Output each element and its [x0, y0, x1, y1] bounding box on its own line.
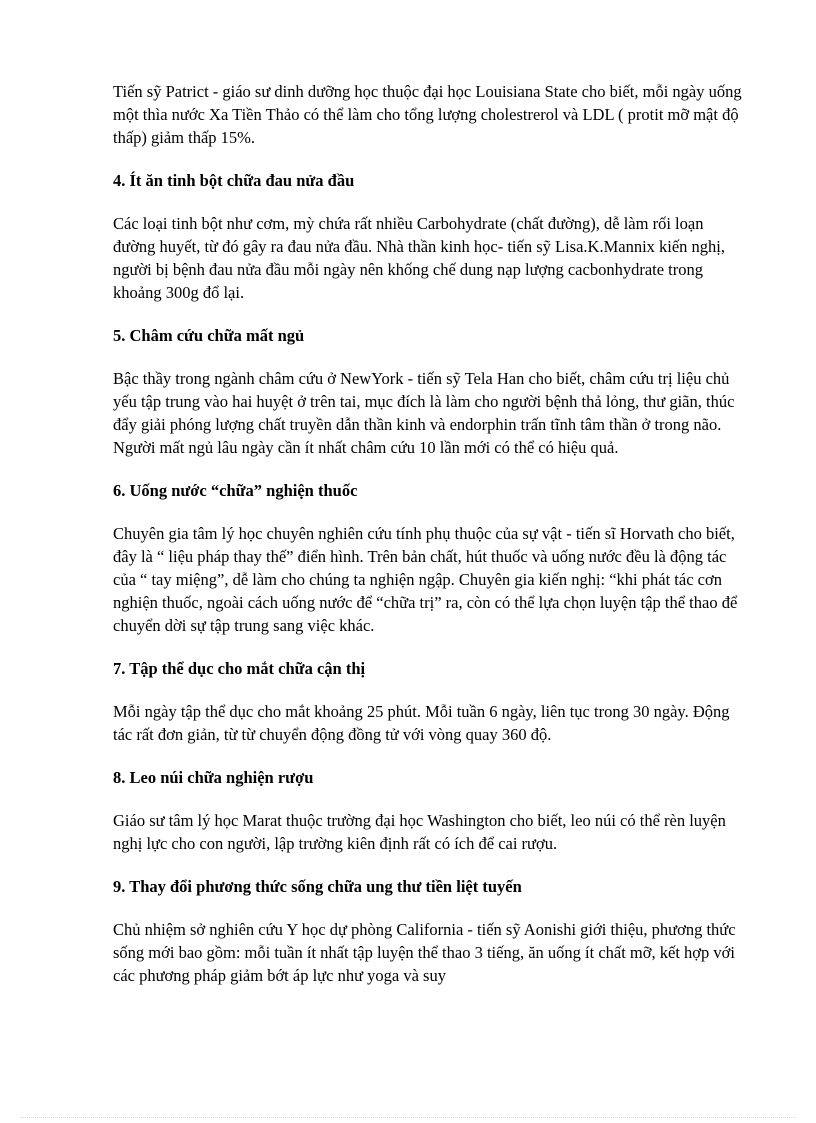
section-body: Chuyên gia tâm lý học chuyên nghiên cứu tính phụ thuộc của sự vật - tiến sĩ Horvath cho biết, đây là “ liệu pháp thay thế” điển hình. Trên bản chất, hút thuốc và uống nước đều là động tác của “ tay miệng”, dễ làm cho chúng ta nghiện ngập. Chuyên gia kiến nghị: “khi phát tác cơn nghiện thuốc, ngoài cách uống nước để “chữa trị” ra, còn có thể lựa chọn luyện tập thể thao để chuyển dời sự tập trung sang việc khác. [113, 524, 738, 635]
section-heading: 7. Tập thể dục cho mắt chữa cận thị [113, 659, 366, 678]
section-body: Bậc thầy trong ngành châm cứu ở NewYork - tiến sỹ Tela Han cho biết, châm cứu trị liệu chủ yếu tập trung vào hai huyệt ở trên tai, mục đích là làm cho người bệnh thả lỏng, thư giãn, thúc đẩy giải phóng lượng chất truyền dẫn thần kinh và endorphin trấn tĩnh tâm thần ở trong não. Người mất ngủ lâu ngày cần ít nhất châm cứu 10 lần mới có thể có hiệu quả. [113, 369, 735, 457]
section-heading: 6. Uống nước “chữa” nghiện thuốc [113, 481, 358, 500]
intro-paragraph: Tiến sỹ Patrict - giáo sư dinh dưỡng học thuộc đại học Louisiana State cho biết, mỗi ngày uống một thìa nước Xa Tiền Thảo có thể làm cho tổng lượng cholestrerol và LDL ( protit mỡ mật độ thấp) giảm thấp 15%. [113, 82, 742, 147]
section-heading: 9. Thay đổi phương thức sống chữa ung thư tiền liệt tuyến [113, 877, 522, 896]
section-heading: 5. Châm cứu chữa mất ngủ [113, 326, 305, 345]
section-heading: 8. Leo núi chữa nghiện rượu [113, 768, 314, 787]
page-bottom-divider [20, 1117, 796, 1118]
section-body: Các loại tinh bột như cơm, mỳ chứa rất nhiều Carbohydrate (chất đường), dễ làm rối loạn đường huyết, từ đó gây ra đau nửa đầu. Nhà thần kinh học- tiến sỹ Lisa.K.Mannix kiến nghị, người bị bệnh đau nửa đầu mỗi ngày nên khống chế dung nạp lượng cacbonhydrate trong khoảng 300g đổ lại. [113, 214, 726, 302]
section-body: Giáo sư tâm lý học Marat thuộc trường đại học Washington cho biết, leo núi có thể rèn luyện nghị lực cho con người, lập trường kiên định rất có ích để cai rượu. [113, 811, 726, 853]
section-body: Mỗi ngày tập thể dục cho mắt khoảng 25 phút. Mỗi tuần 6 ngày, liên tục trong 30 ngày. Động tác rất đơn giản, từ từ chuyển động đồng tử với vòng quay 360 độ. [113, 702, 730, 744]
section-body: Chủ nhiệm sở nghiên cứu Y học dự phòng California - tiến sỹ Aonishi giới thiệu, phương thức sống mới bao gồm: mỗi tuần ít nhất tập luyện thể thao 3 tiếng, ăn uống ít chất mỡ, kết hợp với các phương pháp giảm bớt áp lực như yoga và suy [113, 920, 736, 985]
section-heading: 4. Ít ăn tinh bột chữa đau nửa đầu [113, 171, 355, 190]
document-page [113, 80, 743, 1007]
